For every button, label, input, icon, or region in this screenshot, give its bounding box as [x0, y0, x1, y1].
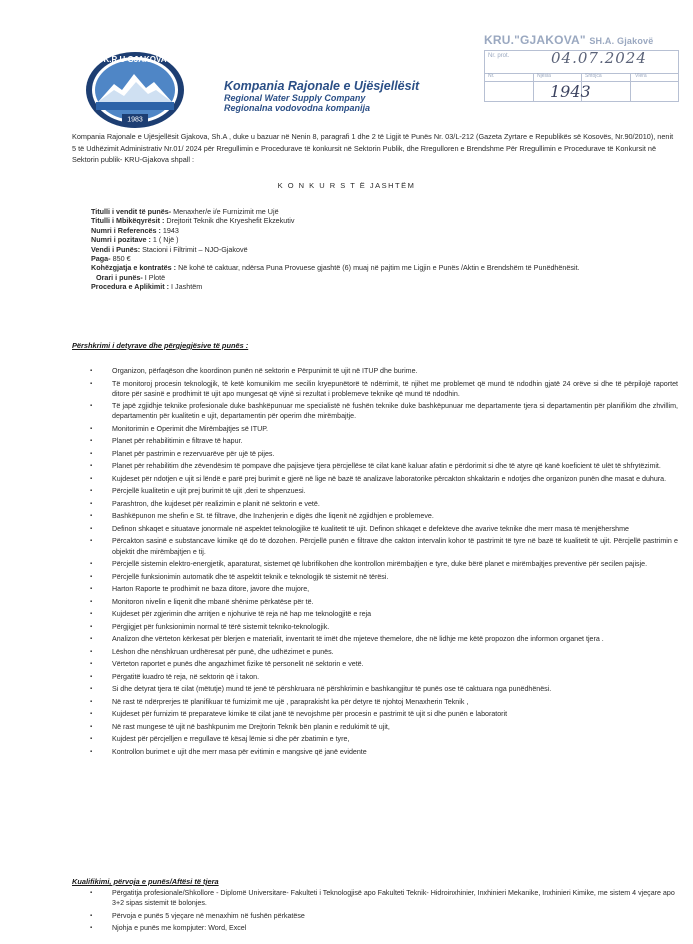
list-item [72, 622, 678, 632]
list-item [72, 709, 678, 719]
list-item [72, 697, 678, 707]
detail-value: Menaxher/e i/e Furnizimit me Ujë [171, 207, 279, 216]
bullet-icon: ▪ [90, 648, 93, 655]
detail-label: Procedura e Aplikimit : [91, 282, 170, 292]
detail-value: Drejtorit Teknik dhe Kryeshefit Ekzekutiv [164, 216, 295, 226]
detail-row-contract-duration [91, 263, 621, 272]
bullet-icon: ▪ [90, 748, 93, 755]
stamp-divider [533, 73, 534, 101]
bullet-icon: ▪ [90, 623, 93, 630]
list-item-text: Kujdeset për ndotjen e ujit si lëndë e parë prej burimit e gjerë në lige në bazë të analizave laboratorike përcakton shkaktarin e ndotjes dhe organizon punën dhe masat e duhura. [112, 474, 667, 483]
bullet-icon: ▪ [90, 463, 93, 470]
stamp-handwritten-date: 04.07.2024 [551, 49, 647, 67]
list-item-text: Bashkëpunon me shefin e St. të filtrave, dhe Inzhenjerin e digës dhe liqenit në zgjidhjen e problemeve. [112, 512, 434, 521]
company-name-english: Regional Water Supply Company [224, 93, 366, 103]
bullet-icon: ▪ [90, 586, 93, 593]
list-item [72, 559, 678, 569]
bullet-icon: ▪ [90, 500, 93, 507]
company-logo [84, 50, 186, 130]
bullet-icon: ▪ [90, 912, 93, 919]
list-item-text: Lëshon dhe nënshkruan urdhëresat për punë, dhe udhëzimet e punës. [112, 647, 334, 656]
list-item-text: Në rast të ndërprerjes të planifikuar të furnizimit me ujë , paraprakisht ka për detyre të njohtoj Menaxherin Teknik , [112, 697, 469, 706]
list-item [72, 511, 678, 521]
list-item [72, 366, 678, 376]
registration-stamp [484, 30, 679, 122]
list-item-text: Planet për pastrimin e rezervuarëve për ujë të pijes. [112, 449, 275, 458]
detail-value: Stacioni i Filtrimit – NJO-Gjakovë [140, 244, 248, 254]
list-item-text: Përcjellë sistemin elektro-energjetik, aparaturat, sistemet që lubrifikohen dhe kontrollon mirëmbajtjen e tyre, duke bërë planet e mirëmbajtjes preventive për secilen pajisje. [112, 560, 648, 569]
list-item-text: Përcjellë kualitetin e ujit prej burimit të ujit ,deri te shpenzuesi. [112, 487, 306, 496]
detail-label: Paga- [91, 254, 111, 264]
list-item-text: Njohja e punës me kompjuter: Word, Excel [112, 924, 247, 933]
bullet-icon: ▪ [90, 686, 93, 693]
list-item [72, 524, 678, 534]
detail-row-schedule [91, 273, 651, 282]
list-item-text: Të monitoroj procesin teknologjik, të ketë komunikim me secilin kryepunëtorë të ndërrimit, të njihet me problemet që mund të ndodhin gjatë 24 orëve si dhe të përpilojë raportet ditore për sasinë e prodhimit të ujit apo mungesat që vijnë si rezultat i problemeve teknike që mund të ndodhin. [112, 379, 678, 398]
bullet-icon: ▪ [90, 561, 93, 568]
list-item [72, 486, 678, 496]
list-item-text: Planet për rehabilitim dhe zëvendësim të pompave dhe pajisjeve tjera përcjellëse të cilat kanë kaluar afatin e përdorimit si dhe të atyre që kanë koeficient të ulët të shfrytëzimit. [112, 462, 661, 471]
list-item-text: Përgatitë kuadro të reja, në sektorin që i takon. [112, 672, 260, 681]
list-item-text: Kujdeset për furnizim të preparateve kimike të cilat janë të nevojshme për procesin e pastrimit të ujit si dhe punën e laboratorit [112, 710, 508, 719]
list-item [72, 584, 678, 594]
list-item-text: Përgatitja profesionale/Shkollore - Diplomë Universitare- Fakulteti i Teknologjisë apo Fakulteti Teknik- Hidroinxhinier, Inxhinieri Mekanike, Inxhinieri Kimike, me sistem 4 vjeçare apo 3+2 sipas sistemit të bolonjes. [112, 889, 675, 908]
list-item-text: Planet për rehabilitimin e filtrave të hapur. [112, 437, 243, 446]
bullet-icon: ▪ [90, 925, 93, 932]
detail-label: Numri i Referencës : [91, 225, 161, 235]
list-item [72, 923, 678, 933]
list-item-text: Analizon dhe vërteton kërkesat për blerjen e materialit, inventarit të imët dhe mjeteve themelore, dhe në lidhje me këtë propozon dhe informon organet tjera . [112, 635, 604, 644]
list-item-text: Definon shkaqet e situatave jonormale në aspektet teknologjike të kualitetit të ujit. Definon shkaqet e defekteve dhe avarive teknike dhe merr masa të menjëhershme [112, 524, 629, 533]
intro-paragraph: Kompania Rajonale e Ujësjellësit Gjakova, Sh.A , duke u bazuar në Nenin 8, paragrafi 1 dhe 2 të Ligjit të Punës Nr. 03/L-212 (Gazeta Zyrtare e Republikës së Kosovës, Nr.90/2010), nenit 5 të Udhëzimit Administrativ Nr.01/ 2024 për Rregullimin e Procedurave të konkursit në Sektorin Publik, dhe Rregulloren e Brendshme Për Rregullimin e Procedurave të Konkursit në Sektorin publik- KRU-Gjakova shpall : [72, 132, 674, 164]
list-item [72, 609, 678, 619]
list-item-text: Monitoron nivelin e liqenit dhe mbanë shënime përkatëse për të. [112, 597, 314, 606]
detail-value: Në kohë të caktuar, ndërsa Puna Provuese gjashtë (6) muaj në pajtim me Ligjin e Punës /Aktin e Brendshëm të Punëdhënësit. [176, 263, 580, 273]
list-item [72, 747, 678, 757]
list-item-text: Harton Raporte te prodhimit ne baza ditore, javore dhe mujore, [112, 585, 310, 594]
stamp-col-label: Vlera [635, 73, 647, 79]
bullet-icon: ▪ [90, 438, 93, 445]
list-item-text: Të japë zgjidhje teknike profesionale duke bashkëpunuar me specialistë në fushën teknike duke bashkëpunuar me departamente tjera si departamentin për planifikim dhe zhvillim, departamentin për kualitetin e ujit, departamentin për operim dhe mirëmbajtje. [112, 402, 678, 421]
list-item [72, 911, 678, 921]
detail-row-salary [91, 254, 651, 263]
detail-row-supervisor [91, 216, 651, 225]
detail-label: Orari i punës- [96, 272, 143, 282]
stamp-received-label: Nr. prot. [488, 53, 510, 59]
list-item [72, 647, 678, 657]
list-item-text: Monitorimin e Operimit dhe Mirëmbajtjes së ITUP. [112, 424, 268, 433]
bullet-icon: ▪ [90, 538, 93, 545]
bullet-icon: ▪ [90, 403, 93, 410]
detail-value: 850 € [110, 254, 131, 264]
list-item [72, 461, 678, 471]
detail-row-procedure [91, 282, 651, 291]
list-item-text: Përcjellë funksionimin automatik dhe të aspektit teknik e teknologjik të sistemit në tërësi. [112, 572, 389, 581]
detail-row-positions [91, 235, 651, 244]
list-item-text: Kujdeset për zgjerimin dhe arritjen e njohurive të reja në hap me teknologjitë e reja [112, 610, 372, 619]
list-item-text: Parashtron, dhe kujdeset për realizimin e planit në sektorin e vetë. [112, 499, 320, 508]
company-name-block [224, 80, 419, 113]
logo-year: 1983 [127, 116, 143, 124]
bullet-icon: ▪ [90, 711, 93, 718]
company-name-albanian: Kompania Rajonale e Ujësjellësit [224, 79, 420, 93]
detail-row-job-title [91, 207, 651, 216]
list-item [72, 449, 678, 459]
company-name-serbian: Regionalna vodovodna kompanija [224, 103, 371, 113]
detail-row-workplace [91, 245, 651, 254]
detail-value: 1943 [160, 225, 179, 235]
bullet-icon: ▪ [90, 513, 93, 520]
stamp-col-label: Njësia [537, 73, 551, 79]
detail-label: Titulli i Mbikëqyrësit : [91, 216, 165, 226]
duties-list [72, 366, 678, 759]
list-item-text: Si dhe detyrat tjera të cilat (mëtutje) mund të jenë të përshkruara në përshkrimin e bashkangjitur të punës ose të caktuara nga punëdhënësi. [112, 685, 552, 694]
list-item [72, 684, 678, 694]
list-item-text: Përvoja e punës 5 vjeçare në menaxhim në fushën përkatëse [112, 911, 305, 920]
detail-value: 1 ( Një ) [150, 235, 179, 245]
stamp-title-main: KRU."GJAKOVA" [484, 33, 586, 47]
list-item [72, 436, 678, 446]
detail-label: Numri i pozitave : [91, 235, 151, 245]
list-item-text: Në rast mungese të ujit në bashkpunim me Drejtorin Teknik bën planin e redukimit të ujit, [112, 722, 390, 731]
stamp-handwritten-number: 1943 [550, 82, 591, 101]
list-item-text: Kontrollon burimet e ujit dhe merr masa për evitimin e mangsive që janë evidente [112, 747, 367, 756]
detail-label: Vendi i Punës: [91, 244, 141, 254]
bullet-icon: ▪ [90, 673, 93, 680]
bullet-icon: ▪ [90, 611, 93, 618]
stamp-divider [630, 73, 631, 101]
duties-section-title: Përshkrimi i detyrave dhe përgjegjësive të punës : [72, 341, 249, 350]
stamp-title [484, 30, 679, 50]
bullet-icon: ▪ [90, 488, 93, 495]
stamp-col-label: Shtojca [585, 73, 602, 79]
list-item [72, 597, 678, 607]
list-item [72, 379, 678, 399]
list-item [72, 572, 678, 582]
list-item-text: Vërteton raportet e punës dhe angazhimet fizike të personelit në sektorin e vetë. [112, 660, 364, 669]
bullet-icon: ▪ [90, 525, 93, 532]
stamp-date-row [485, 51, 678, 74]
bullet-icon: ▪ [90, 698, 93, 705]
list-item-text: Organizon, përfaqëson dhe koordinon punën në sektorin e Përpunimit të ujit në ITUP dhe burime. [112, 367, 418, 375]
list-item [72, 734, 678, 744]
detail-label: Titulli i vendit të punës- [91, 207, 172, 216]
list-item [72, 634, 678, 644]
detail-label: Kohëzgjatja e kontratës : [91, 263, 177, 273]
list-item [72, 659, 678, 669]
stamp-col-label: Nr. [488, 73, 495, 79]
stamp-title-suffix: SH.A. Gjakovë [589, 36, 654, 46]
list-item [72, 401, 678, 421]
bullet-icon: ▪ [90, 736, 93, 743]
list-item-text: Përgjigjet për funksionimin normal të tërë sistemit tekniko-teknologjik. [112, 622, 330, 631]
position-details [91, 207, 651, 292]
list-item [72, 722, 678, 732]
bullet-icon: ▪ [90, 661, 93, 668]
bullet-icon: ▪ [90, 475, 93, 482]
detail-value: I Plotë [142, 272, 166, 282]
bullet-icon: ▪ [90, 598, 93, 605]
qualifications-section-title: Kualifikimi, përvoja e punës/Aftësi të tjera [72, 877, 219, 886]
bullet-icon: ▪ [90, 636, 93, 643]
bullet-icon: ▪ [90, 425, 93, 432]
logo-ring-text: K.R.U GJAKOVA [103, 55, 167, 64]
detail-value: I Jashtëm [169, 282, 203, 292]
list-item-text: Përcakton sasinë e substancave kimike që do të dozohen. Përcjellë punën e filtrave dhe cakton intervalin kohor të pastrimit të tyre në bazë të kualitetit të ujit. Përcjellë pastrimin e objektit dhe mirëmbajtjen e tij. [112, 537, 678, 556]
list-item [72, 672, 678, 682]
bullet-icon: ▪ [90, 368, 93, 374]
qualifications-list [72, 888, 678, 936]
bullet-icon: ▪ [90, 573, 93, 580]
bullet-icon: ▪ [90, 450, 93, 457]
list-item [72, 536, 678, 556]
bullet-icon: ▪ [90, 380, 93, 387]
bullet-icon: ▪ [90, 723, 93, 730]
list-item [72, 424, 678, 434]
list-item-text: Kujdest për përcjelljen e rregullave të kësaj lëmie si dhe për zbatimin e tyre, [112, 735, 350, 744]
list-item [72, 499, 678, 509]
detail-row-reference [91, 226, 651, 235]
bullet-icon: ▪ [90, 890, 93, 896]
document-title: K O N K U R S T Ë JASHTËM [277, 181, 416, 190]
list-item [72, 888, 678, 908]
list-item [72, 474, 678, 484]
